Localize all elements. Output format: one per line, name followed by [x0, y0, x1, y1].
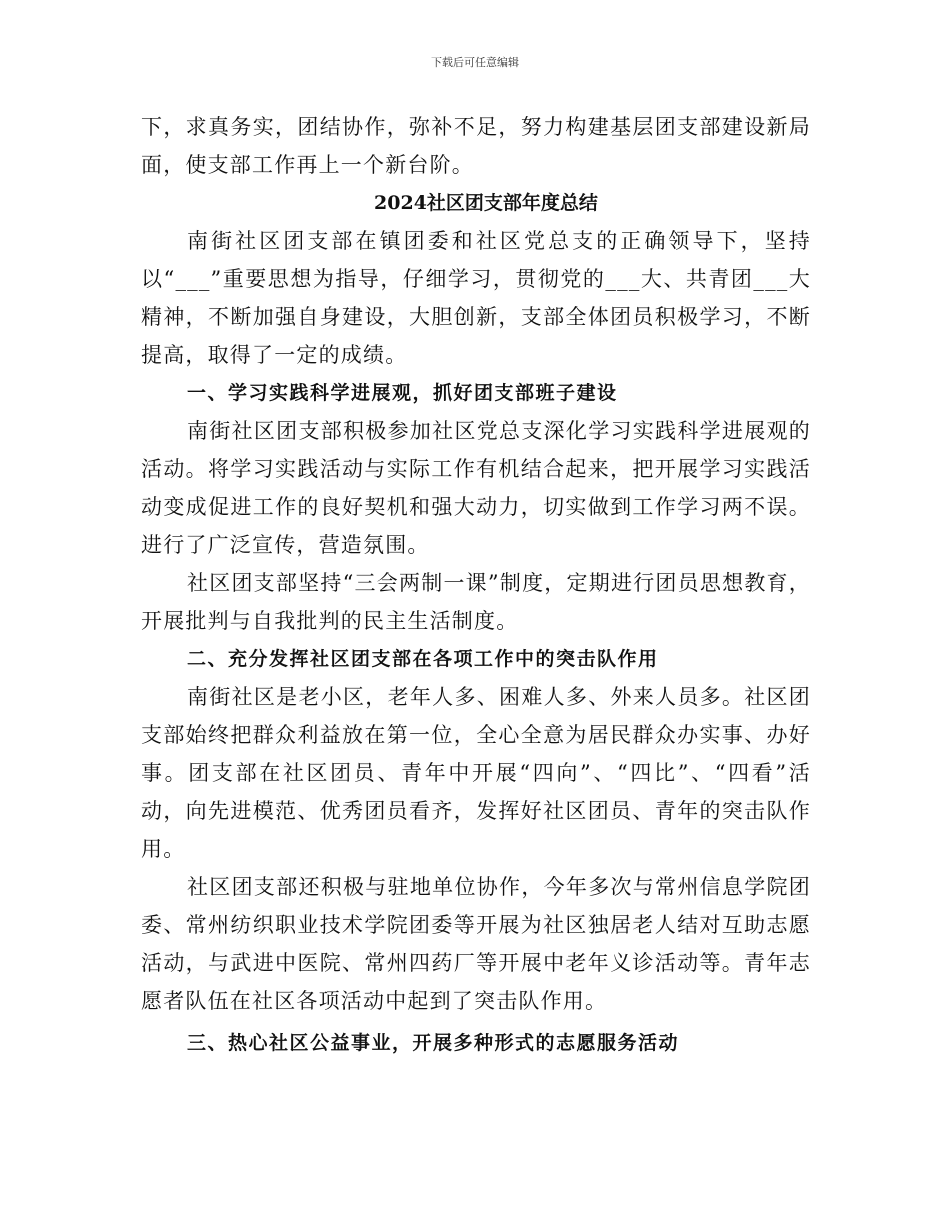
section-heading-2: 二、充分发挥社区团支部在各项工作中的突击队作用 [187, 648, 659, 670]
document-body [141, 108, 811, 1062]
paragraph-overview: 南街社区团支部在镇团委和社区党总支的正确领导下，坚持以“___”重要思想为指导，仔细学习，贯彻党的___大、共青团___大精神，不断加强自身建设，大胆创新，支部全体团员积极学习，不断提高，取得了一定的成绩。 [141, 229, 811, 367]
section-heading-1: 一、学习实践科学进展观，抓好团支部班子建设 [187, 382, 618, 404]
paragraph-study-practice: 南街社区团支部积极参加社区党总支深化学习实践科学进展观的活动。将学习实践活动与实际工作有机结合起来，把开展学习实践活动变成促进工作的良好契机和强大动力，切实做到工作学习两不误。进行了广泛宣传，营造氛围。 [141, 419, 811, 557]
page-header-note: 下载后可任意编辑 [431, 56, 519, 69]
paragraph-community-service: 南街社区是老小区，老年人多、困难人多、外来人员多。社区团支部始终把群众利益放在第一位，全心全意为居民群众办实事、办好事。团支部在社区团员、青年中开展“四向”、“四比”、“四看”活动，向先进模范、优秀团员看齐，发挥好社区团员、青年的突击队作用。 [141, 685, 811, 861]
paragraph-volunteer-cooperation: 社区团支部还积极与驻地单位协作，今年多次与常州信息学院团委、常州纺织职业技术学院团委等开展为社区独居老人结对互助志愿活动，与武进中医院、常州四药厂等开展中老年义诊活动等。青年志愿者队伍在社区各项活动中起到了突击队作用。 [141, 875, 811, 1013]
intro-paragraph-tail: 下，求真务实，团结协作，弥补不足，努力构建基层团支部建设新局面，使支部工作再上一个新台阶。 [141, 115, 811, 177]
document-title: 2024社区团支部年度总结 [374, 192, 598, 214]
section-heading-3: 三、热心社区公益事业，开展多种形式的志愿服务活动 [187, 1032, 680, 1054]
paragraph-three-meetings: 社区团支部坚持“三会两制一课”制度，定期进行团员思想教育，开展批判与自我批判的民主生活制度。 [141, 571, 811, 633]
